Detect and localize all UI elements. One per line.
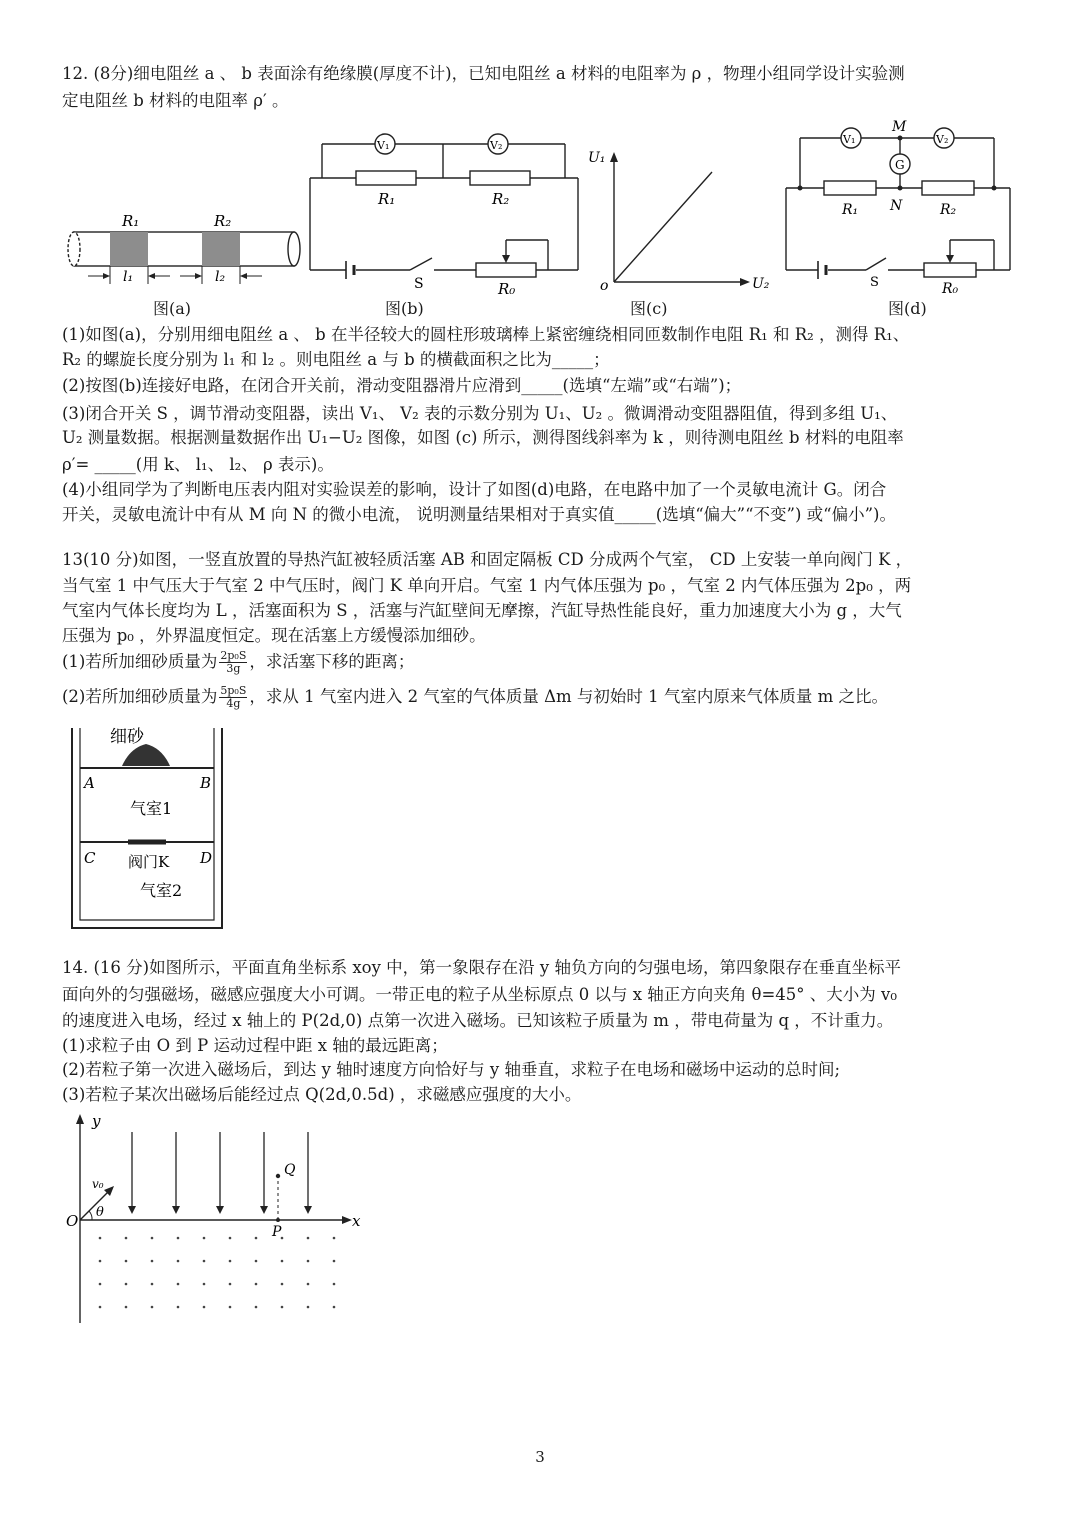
q14-label-y: y: [92, 1112, 101, 1130]
fig-d-N: N: [890, 198, 903, 214]
q12-part-line-3: (2)按图(b)连接好电路，在闭合开关前，滑动变阻器滑片应滑到_____(选填“左端”或“右端”)；: [62, 376, 742, 395]
q13-p1-den: 3g: [226, 662, 241, 675]
q13-label-B: B: [200, 774, 212, 792]
figure-q13-cylinder: [66, 722, 230, 934]
field-dot-19: [307, 1260, 310, 1263]
field-dot-24: [177, 1283, 180, 1286]
q14-label-O: O: [66, 1212, 79, 1230]
field-dot-31: [99, 1306, 102, 1309]
q13-line-1: 13(10 分)如图，一竖直放置的导热汽缸被轻质活塞 AB 和固定隔板 CD 分成两个气室， CD 上安装一单向阀门 K ，: [62, 550, 913, 569]
figure-d: [778, 118, 1028, 298]
q14-label-theta: θ: [96, 1205, 104, 1220]
q13-label-D: D: [200, 849, 213, 867]
q13-line-3: 气室内气体长度均为 L ，活塞面积为 S ，活塞与汽缸壁间无摩擦，汽缸导热性能良好，重力加速度大小为 g ，大气: [62, 601, 902, 620]
q14-line-1: 14. (16 分)如图所示，平面直角坐标系 xoy 中，第一象限存在沿 y 轴负方向的匀强电场，第四象限存在垂直坐标平: [62, 958, 901, 977]
fig-a-caption: 图(a): [153, 299, 192, 318]
field-dot-17: [255, 1260, 258, 1263]
field-dot-3: [151, 1237, 154, 1240]
q12-part-line-1: (1)如图(a)，分别用细电阻丝 a 、 b 在半径较大的圆柱形玻璃棒上紧密缠绕相同匝数制作电阻 R₁ 和 R₂ ，测得 R₁、: [62, 325, 910, 344]
field-dot-16: [229, 1260, 232, 1263]
field-dot-20: [333, 1260, 336, 1263]
field-arrow-head-2: [172, 1206, 180, 1214]
page-number: 3: [535, 1448, 545, 1466]
q13-p2-pre: (2)若所加细砂质量为: [62, 687, 218, 706]
field-dot-22: [125, 1283, 128, 1286]
field-dot-10: [333, 1237, 336, 1240]
fig-b-R1: R₁: [378, 190, 396, 208]
q13-line-2: 当气室 1 中气压大于气室 2 中气压时，阀门 K 单向开启。气室 1 内气体压强为 p₀ ，气室 2 内气体压强为 2p₀ ，两: [62, 576, 912, 595]
q12-part-line-8: 开关，灵敏电流计中有从 M 向 N 的微小电流， 说明测量结果相对于真实值_____(选填“偏大”“不变”) 或“偏小”)。: [62, 505, 896, 524]
q13-label-A: A: [84, 774, 95, 792]
q13-label-room1: 气室1: [130, 799, 173, 818]
field-dot-5: [203, 1237, 206, 1240]
q14-label-Q: Q: [284, 1162, 296, 1178]
field-arrow-head-1: [128, 1206, 136, 1214]
fig-b-R0: R₀: [498, 280, 516, 298]
fig-b-V2: V₂: [490, 139, 503, 152]
fig-a-l2: l₂: [215, 269, 226, 285]
field-dot-14: [177, 1260, 180, 1263]
q14-line-3: 的速度进入电场，经过 x 轴上的 P(2d,0) 点第一次进入磁场。已知该粒子质量为 m ，带电荷量为 q ，不计重力。: [62, 1011, 894, 1030]
q14-line-4: (1)求粒子由 O 到 P 运动过程中距 x 轴的最远距离；: [62, 1036, 448, 1055]
fig-a-R2: R₂: [214, 212, 232, 230]
q14-line-2: 面向外的匀强磁场，磁感应强度大小可调。一带正电的粒子从坐标原点 0 以与 x 轴正方向夹角 θ=45° 、大小为 v₀: [62, 985, 897, 1004]
field-dot-11: [99, 1260, 102, 1263]
fig-d-R0: R₀: [942, 281, 959, 297]
field-dot-23: [151, 1283, 154, 1286]
fig-c-origin: o: [600, 278, 609, 294]
q13-p1-post: ，求活塞下移的距离；: [249, 652, 415, 671]
field-arrow-head-4: [260, 1206, 268, 1214]
field-dot-18: [281, 1260, 284, 1263]
fig-c-caption: 图(c): [630, 299, 668, 318]
magnetic-field-dots: [99, 1237, 336, 1309]
field-dot-33: [151, 1306, 154, 1309]
q12-part-line-6: ρ′= _____(用 k、 l₁、 l₂、 ρ 表示)。: [62, 455, 334, 474]
fig-b-R2: R₂: [492, 190, 510, 208]
fig-d-G: G: [895, 158, 905, 172]
field-dot-35: [203, 1306, 206, 1309]
q14-label-P: P: [272, 1224, 282, 1240]
q13-label-sand: 细砂: [110, 727, 144, 747]
fig-b-S: S: [414, 276, 424, 292]
field-dot-27: [255, 1283, 258, 1286]
field-dot-32: [125, 1306, 128, 1309]
fig-d-M: M: [892, 119, 907, 135]
field-dot-34: [177, 1306, 180, 1309]
fig-a-l1: l₁: [123, 269, 134, 285]
field-dot-12: [125, 1260, 128, 1263]
field-dot-13: [151, 1260, 154, 1263]
field-dot-36: [229, 1306, 232, 1309]
field-dot-38: [281, 1306, 284, 1309]
q13-part-2: [62, 685, 1022, 715]
field-dot-37: [255, 1306, 258, 1309]
q14-label-x: x: [352, 1212, 361, 1230]
figure-q14-coordinates: [62, 1108, 372, 1328]
q12-part-line-7: (4)小组同学为了判断电压表内阻对实验误差的影响，设计了如图(d)电路，在电路中加了一个灵敏电流计 G。闭合: [62, 480, 887, 499]
field-dot-39: [307, 1306, 310, 1309]
field-dot-40: [333, 1306, 336, 1309]
q13-label-valve: 阀门K: [128, 853, 170, 871]
fig-d-V2: V₂: [936, 133, 949, 146]
field-arrow-head-3: [216, 1206, 224, 1214]
q13-p2-num: 5p₀S: [220, 684, 247, 697]
q13-p2-den: 4g: [226, 697, 241, 710]
q12-part-line-4: (3)闭合开关 S ，调节滑动变阻器，读出 V₁、 V₂ 表的示数分别为 U₁、U₂ 。微调滑动变阻器阻值，得到多组 U₁、: [62, 404, 898, 423]
q12-part-line-5: U₂ 测量数据。根据测量数据作出 U₁−U₂ 图像，如图 (c) 所示，测得图线斜率为 k ，则待测电阻丝 b 材料的电阻率: [62, 428, 904, 447]
fig-d-caption: 图(d): [888, 299, 927, 318]
q12-part-line-2: R₂ 的螺旋长度分别为 l₁ 和 l₂ 。则电阻丝 a 与 b 的横截面积之比为_____；: [62, 350, 610, 369]
field-dot-30: [333, 1283, 336, 1286]
field-arrow-head-5: [304, 1206, 312, 1214]
q13-part-1: [62, 650, 1022, 680]
fig-d-R2: R₂: [940, 202, 957, 218]
field-dot-1: [99, 1237, 102, 1240]
q14-label-v0: v₀: [92, 1177, 104, 1191]
field-dot-6: [229, 1237, 232, 1240]
fig-b-caption: 图(b): [385, 299, 424, 318]
field-dot-26: [229, 1283, 232, 1286]
field-dot-28: [281, 1283, 284, 1286]
q14-line-5: (2)若粒子第一次进入磁场后，到达 y 轴时速度方向恰好与 y 轴垂直，求粒子在电场和磁场中运动的总时间;: [62, 1060, 841, 1079]
q13-p1-num: 2p₀S: [220, 649, 247, 662]
q13-line-4: 压强为 p₀ ，外界温度恒定。现在活塞上方缓慢添加细砂。: [62, 626, 486, 645]
field-dot-21: [99, 1283, 102, 1286]
fig-c-U1: U₁: [588, 150, 606, 166]
fig-c-U2: U₂: [752, 276, 770, 292]
figure-b: [300, 128, 590, 298]
field-dot-9: [307, 1237, 310, 1240]
q13-p2-post: ，求从 1 气室内进入 2 气室的气体质量 Δm 与初始时 1 气室内原来气体质量 m 之比。: [249, 687, 889, 706]
field-dot-15: [203, 1260, 206, 1263]
q14-line-6: (3)若粒子某次出磁场后能经过点 Q(2d,0.5d) ，求磁感应强度的大小。: [62, 1085, 582, 1104]
figure-c: [588, 140, 778, 300]
q12-line-2: 定电阻丝 b 材料的电阻率 ρ′ 。: [62, 91, 289, 110]
field-dot-4: [177, 1237, 180, 1240]
q13-p2-fraction: [219, 685, 247, 710]
field-dot-29: [307, 1283, 310, 1286]
figure-a: [62, 200, 302, 300]
q13-label-room2: 气室2: [140, 881, 183, 900]
field-dot-2: [125, 1237, 128, 1240]
q13-p1-fraction: [219, 650, 247, 675]
fig-a-R1: R₁: [122, 212, 140, 230]
field-dot-25: [203, 1283, 206, 1286]
field-dot-7: [255, 1237, 258, 1240]
fig-d-S: S: [870, 275, 879, 290]
q12-line-1: 12. (8分)细电阻丝 a 、 b 表面涂有绝缘膜(厚度不计)，已知电阻丝 a 材料的电阻率为 ρ ，物理小组同学设计实验测: [62, 64, 905, 83]
fig-b-V1: V₁: [377, 139, 390, 152]
q13-p1-pre: (1)若所加细砂质量为: [62, 652, 218, 671]
fig-d-R1: R₁: [842, 202, 859, 218]
fig-d-V1: V₁: [843, 133, 856, 146]
q13-label-C: C: [84, 849, 96, 867]
